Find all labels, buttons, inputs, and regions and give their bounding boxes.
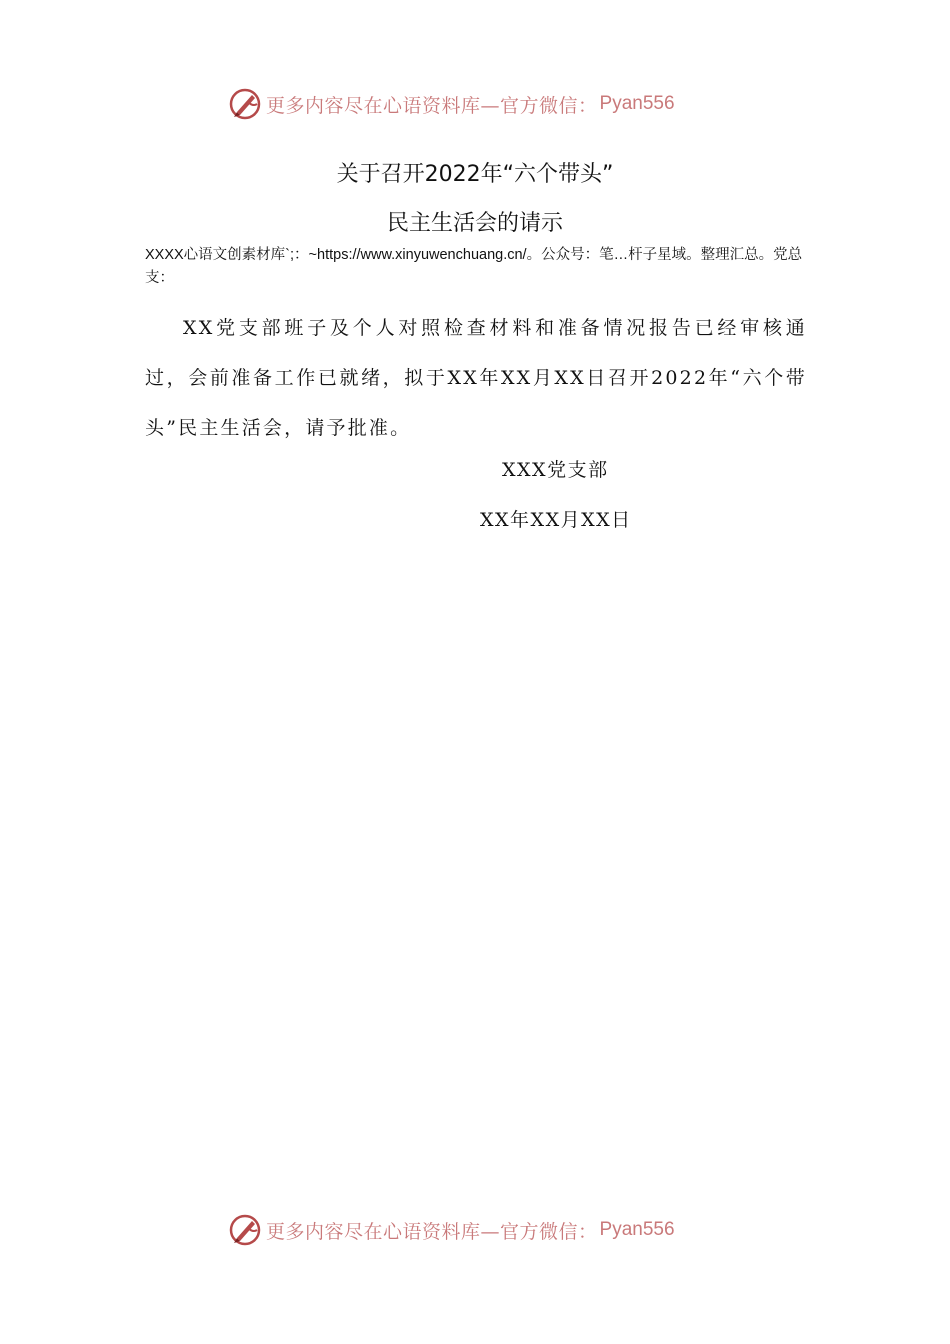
pen-logo-icon	[228, 1213, 262, 1247]
watermark-wechat-id: Pyan556	[599, 93, 675, 114]
signature-date: XX年XX月XX日	[480, 509, 632, 531]
watermark-header	[228, 86, 675, 122]
watermark-footer	[228, 1212, 675, 1248]
source-note: XXXX心语文创素材库`;：~https://www.xinyuwenchuang.cn/。公众号：笔…杆子星域。整理汇总。党总支：	[145, 247, 803, 286]
pen-logo-icon	[228, 87, 262, 121]
document-title: 关于召开2022年“六个带头”	[336, 162, 614, 187]
document-subtitle: 民主生活会的请示	[386, 211, 563, 236]
watermark-text: 更多内容尽在心语资料库—官方微信：	[266, 1220, 598, 1243]
watermark-text: 更多内容尽在心语资料库—官方微信：	[266, 94, 598, 117]
body-paragraph: XX党支部班子及个人对照检查材料和准备情况报告已经审核通过，会前准备工作已就绪，拟于XX年XX月XX日召开2022年“六个带头”民主生活会，请予批准。	[145, 317, 807, 439]
watermark-wechat-id: Pyan556	[599, 1219, 675, 1240]
signature-organization: XXX党支部	[502, 459, 609, 481]
